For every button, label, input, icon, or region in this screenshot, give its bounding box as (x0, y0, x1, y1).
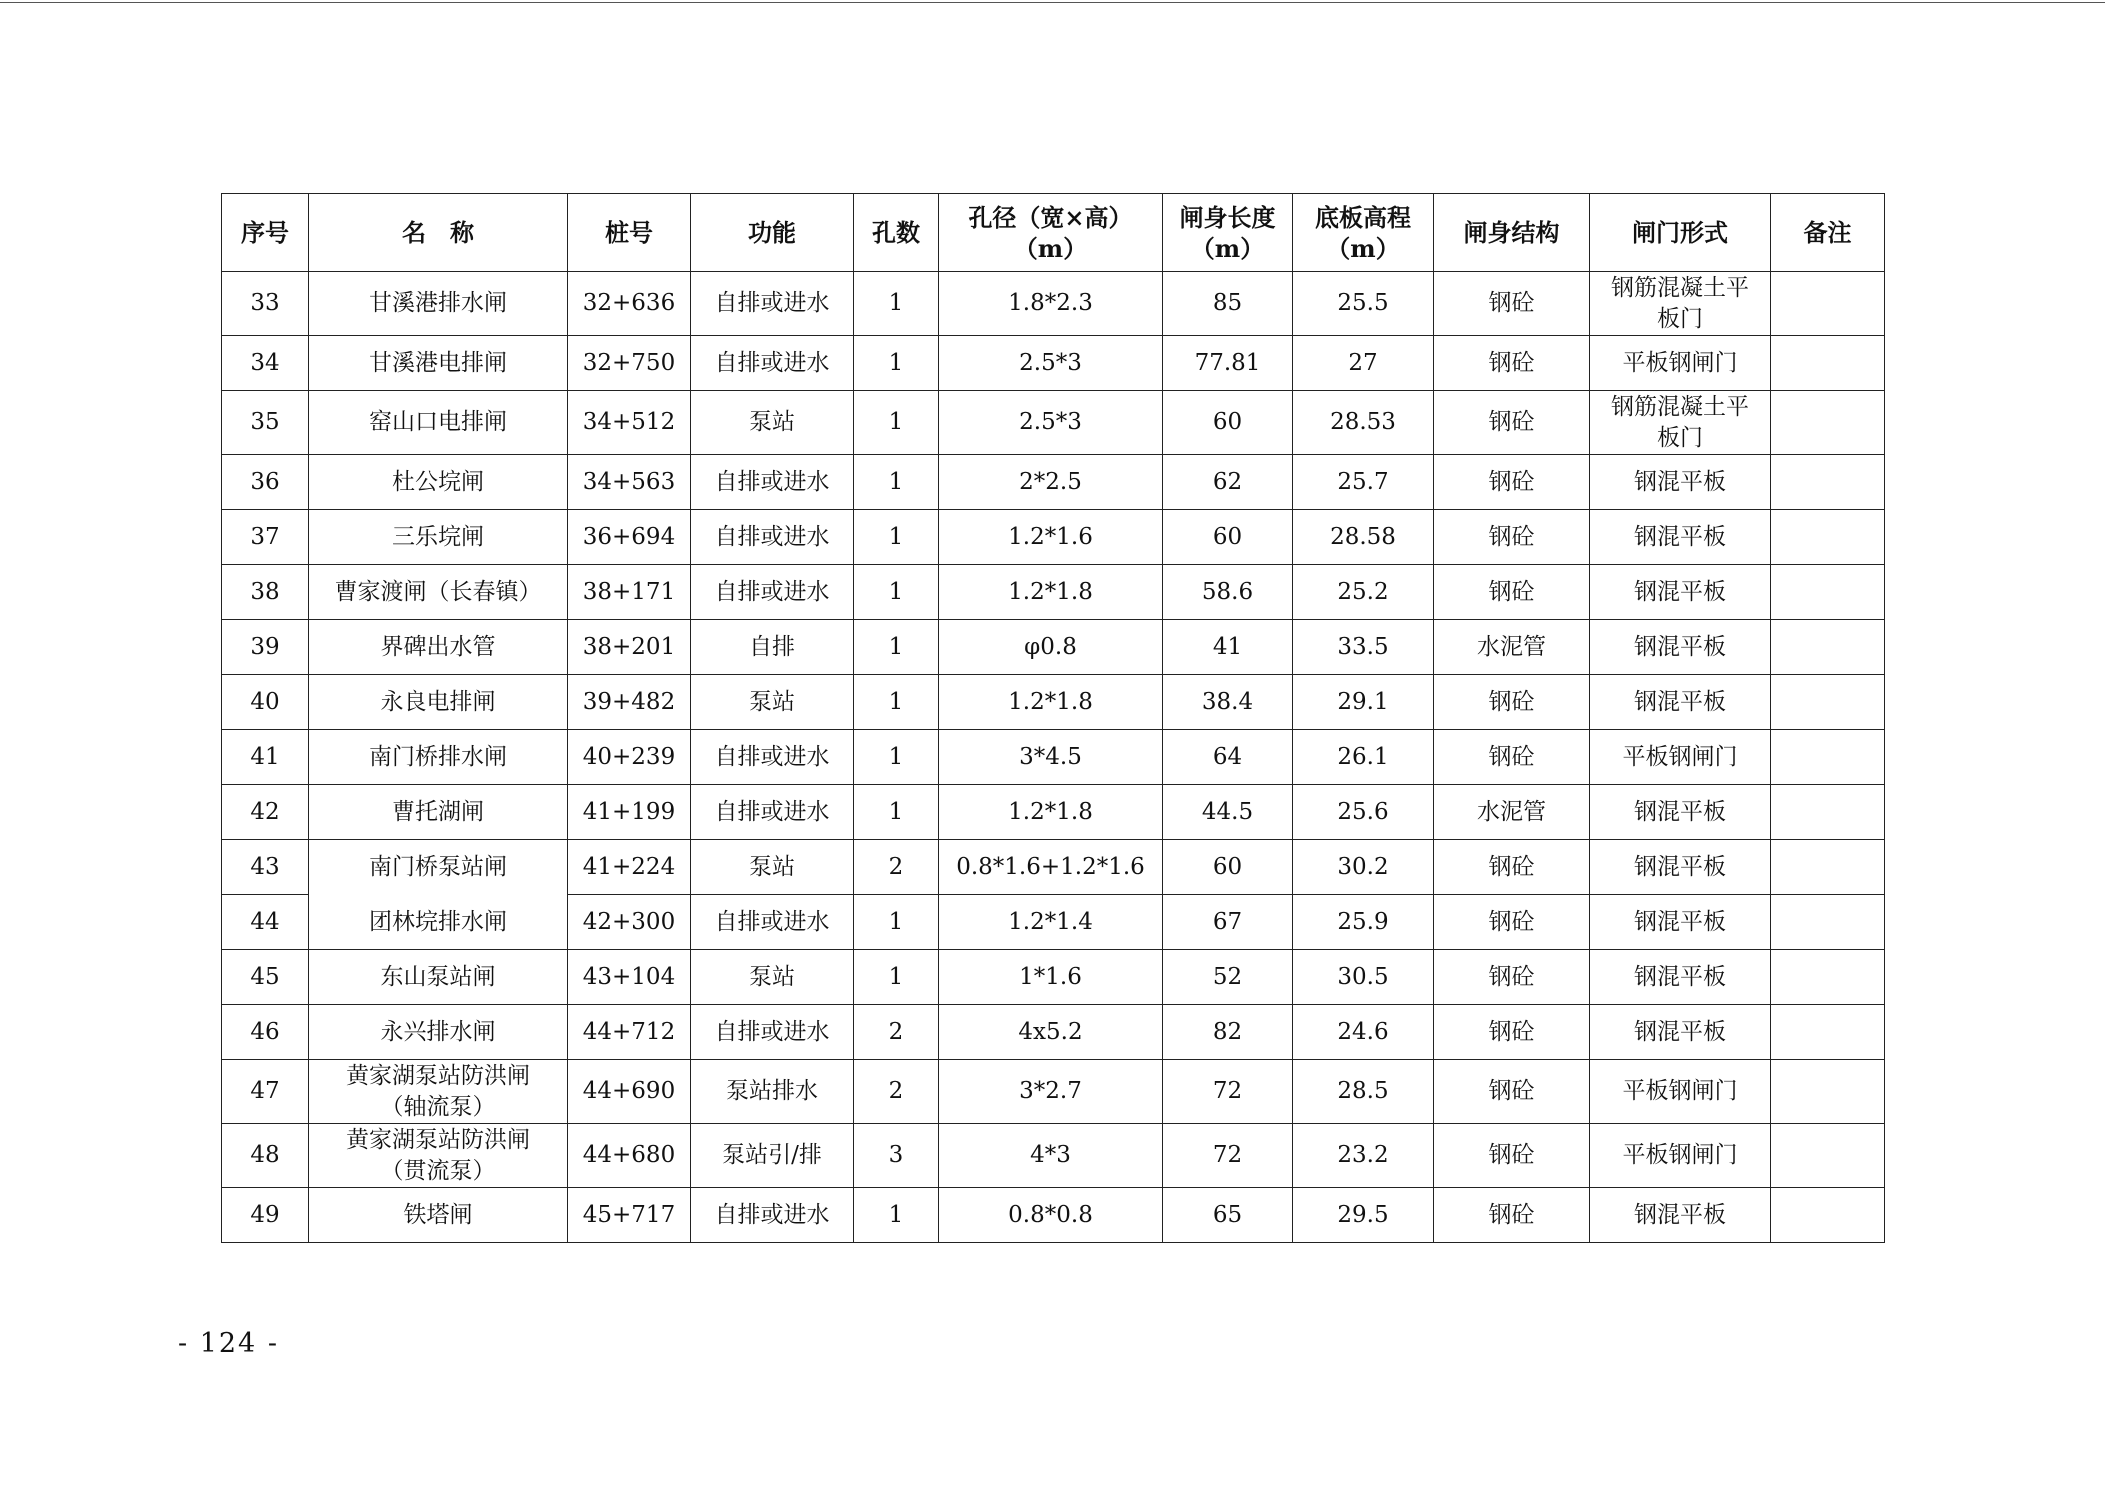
cell-aperture: φ0.8 (939, 620, 1163, 675)
cell-remarks (1771, 1005, 1885, 1060)
header-seq: 序号 (222, 194, 309, 272)
header-function: 功能 (691, 194, 854, 272)
cell-length: 77.81 (1163, 336, 1293, 391)
cell-remarks (1771, 1188, 1885, 1243)
cell-holes: 2 (854, 1060, 939, 1124)
header-structure: 闸身结构 (1434, 194, 1590, 272)
cell-function: 自排或进水 (691, 1188, 854, 1243)
cell-function: 自排或进水 (691, 730, 854, 785)
cell-name: 窑山口电排闸 (309, 391, 568, 455)
cell-aperture: 0.8*1.6+1.2*1.6 (939, 840, 1163, 895)
cell-remarks (1771, 950, 1885, 1005)
cell-seq: 33 (222, 272, 309, 336)
cell-aperture: 1.2*1.6 (939, 510, 1163, 565)
cell-name: 南门桥泵站闸 (309, 840, 568, 895)
cell-gate-type: 钢混平板 (1590, 840, 1771, 895)
cell-holes: 1 (854, 391, 939, 455)
cell-station: 44+680 (568, 1124, 691, 1188)
cell-length: 58.6 (1163, 565, 1293, 620)
cell-function: 自排或进水 (691, 1005, 854, 1060)
cell-gate-type: 钢混平板 (1590, 1188, 1771, 1243)
page-number: - 124 - (178, 1328, 279, 1359)
cell-holes: 1 (854, 950, 939, 1005)
cell-aperture: 4*3 (939, 1124, 1163, 1188)
cell-structure: 钢砼 (1434, 675, 1590, 730)
cell-station: 42+300 (568, 895, 691, 950)
cell-station: 32+636 (568, 272, 691, 336)
table-row (222, 455, 1885, 510)
cell-length: 60 (1163, 391, 1293, 455)
cell-aperture: 2.5*3 (939, 336, 1163, 391)
cell-function: 自排 (691, 620, 854, 675)
cell-remarks (1771, 455, 1885, 510)
cell-station: 32+750 (568, 336, 691, 391)
cell-length: 62 (1163, 455, 1293, 510)
cell-structure: 钢砼 (1434, 391, 1590, 455)
cell-length: 60 (1163, 840, 1293, 895)
header-holes: 孔数 (854, 194, 939, 272)
cell-name: 南门桥排水闸 (309, 730, 568, 785)
cell-seq: 35 (222, 391, 309, 455)
table-row (222, 785, 1885, 840)
table-row (222, 272, 1885, 336)
cell-remarks (1771, 565, 1885, 620)
cell-holes: 1 (854, 272, 939, 336)
cell-length: 82 (1163, 1005, 1293, 1060)
cell-elevation: 30.2 (1293, 840, 1434, 895)
cell-function: 自排或进水 (691, 565, 854, 620)
cell-gate-type: 钢混平板 (1590, 950, 1771, 1005)
cell-name: 铁塔闸 (309, 1188, 568, 1243)
cell-seq: 41 (222, 730, 309, 785)
cell-gate-type: 平板钢闸门 (1590, 730, 1771, 785)
cell-structure: 钢砼 (1434, 895, 1590, 950)
cell-elevation: 25.5 (1293, 272, 1434, 336)
cell-seq: 47 (222, 1060, 309, 1124)
cell-gate-type: 钢混平板 (1590, 455, 1771, 510)
header-name: 名 称 (309, 194, 568, 272)
cell-name: 黄家湖泵站防洪闸（轴流泵） (309, 1060, 568, 1124)
cell-aperture: 4x5.2 (939, 1005, 1163, 1060)
cell-seq: 37 (222, 510, 309, 565)
cell-structure: 水泥管 (1434, 785, 1590, 840)
cell-remarks (1771, 510, 1885, 565)
cell-elevation: 30.5 (1293, 950, 1434, 1005)
cell-gate-type: 钢混平板 (1590, 785, 1771, 840)
cell-elevation: 25.9 (1293, 895, 1434, 950)
cell-remarks (1771, 1060, 1885, 1124)
cell-station: 43+104 (568, 950, 691, 1005)
cell-structure: 钢砼 (1434, 1188, 1590, 1243)
table-body (222, 272, 1885, 1243)
cell-function: 自排或进水 (691, 895, 854, 950)
cell-holes: 1 (854, 620, 939, 675)
cell-length: 65 (1163, 1188, 1293, 1243)
cell-function: 自排或进水 (691, 455, 854, 510)
cell-name: 团林垸排水闸 (309, 895, 568, 950)
cell-holes: 1 (854, 785, 939, 840)
cell-function: 泵站 (691, 950, 854, 1005)
top-rule (0, 2, 2105, 3)
table-row (222, 336, 1885, 391)
cell-holes: 1 (854, 675, 939, 730)
cell-holes: 1 (854, 336, 939, 391)
table-row (222, 1060, 1885, 1124)
cell-structure: 钢砼 (1434, 510, 1590, 565)
header-elevation: 底板高程 （m） (1293, 194, 1434, 272)
cell-station: 36+694 (568, 510, 691, 565)
cell-gate-type: 钢混平板 (1590, 675, 1771, 730)
header-station: 桩号 (568, 194, 691, 272)
cell-gate-type: 钢混平板 (1590, 620, 1771, 675)
cell-seq: 36 (222, 455, 309, 510)
cell-aperture: 1.8*2.3 (939, 272, 1163, 336)
cell-seq: 39 (222, 620, 309, 675)
cell-elevation: 25.6 (1293, 785, 1434, 840)
cell-length: 67 (1163, 895, 1293, 950)
table-row (222, 391, 1885, 455)
cell-length: 41 (1163, 620, 1293, 675)
cell-station: 38+171 (568, 565, 691, 620)
header-aperture: 孔径（宽×高） （m） (939, 194, 1163, 272)
cell-gate-type: 钢混平板 (1590, 895, 1771, 950)
cell-length: 85 (1163, 272, 1293, 336)
cell-aperture: 1.2*1.8 (939, 565, 1163, 620)
cell-remarks (1771, 272, 1885, 336)
cell-seq: 44 (222, 895, 309, 950)
header-length: 闸身长度 （m） (1163, 194, 1293, 272)
cell-remarks (1771, 840, 1885, 895)
sluice-gate-table (221, 193, 1885, 1243)
cell-seq: 42 (222, 785, 309, 840)
cell-aperture: 1*1.6 (939, 950, 1163, 1005)
table-row (222, 1188, 1885, 1243)
cell-station: 44+712 (568, 1005, 691, 1060)
cell-seq: 46 (222, 1005, 309, 1060)
cell-function: 泵站 (691, 391, 854, 455)
cell-function: 自排或进水 (691, 272, 854, 336)
table-row (222, 730, 1885, 785)
cell-seq: 45 (222, 950, 309, 1005)
cell-remarks (1771, 391, 1885, 455)
cell-name: 界碑出水管 (309, 620, 568, 675)
cell-name: 永兴排水闸 (309, 1005, 568, 1060)
cell-length: 60 (1163, 510, 1293, 565)
cell-elevation: 29.5 (1293, 1188, 1434, 1243)
cell-holes: 2 (854, 840, 939, 895)
cell-aperture: 3*4.5 (939, 730, 1163, 785)
cell-elevation: 26.1 (1293, 730, 1434, 785)
cell-holes: 2 (854, 1005, 939, 1060)
cell-structure: 钢砼 (1434, 950, 1590, 1005)
header-gate-type: 闸门形式 (1590, 194, 1771, 272)
cell-structure: 钢砼 (1434, 565, 1590, 620)
table-row (222, 895, 1885, 950)
cell-function: 泵站 (691, 675, 854, 730)
cell-function: 自排或进水 (691, 336, 854, 391)
cell-function: 自排或进水 (691, 785, 854, 840)
cell-length: 44.5 (1163, 785, 1293, 840)
cell-remarks (1771, 1124, 1885, 1188)
cell-structure: 钢砼 (1434, 336, 1590, 391)
cell-elevation: 28.58 (1293, 510, 1434, 565)
cell-holes: 1 (854, 730, 939, 785)
cell-station: 44+690 (568, 1060, 691, 1124)
cell-name: 三乐垸闸 (309, 510, 568, 565)
table-row (222, 620, 1885, 675)
cell-structure: 钢砼 (1434, 730, 1590, 785)
cell-function: 自排或进水 (691, 510, 854, 565)
cell-station: 39+482 (568, 675, 691, 730)
cell-elevation: 23.2 (1293, 1124, 1434, 1188)
cell-function: 泵站 (691, 840, 854, 895)
cell-name: 甘溪港电排闸 (309, 336, 568, 391)
cell-seq: 48 (222, 1124, 309, 1188)
table-row (222, 950, 1885, 1005)
cell-structure: 钢砼 (1434, 455, 1590, 510)
cell-name: 杜公垸闸 (309, 455, 568, 510)
cell-gate-type: 平板钢闸门 (1590, 1124, 1771, 1188)
cell-remarks (1771, 785, 1885, 840)
cell-length: 64 (1163, 730, 1293, 785)
cell-seq: 34 (222, 336, 309, 391)
cell-gate-type: 平板钢闸门 (1590, 1060, 1771, 1124)
cell-holes: 1 (854, 455, 939, 510)
cell-remarks (1771, 730, 1885, 785)
cell-holes: 1 (854, 565, 939, 620)
cell-function: 泵站排水 (691, 1060, 854, 1124)
cell-station: 45+717 (568, 1188, 691, 1243)
cell-name: 甘溪港排水闸 (309, 272, 568, 336)
cell-station: 40+239 (568, 730, 691, 785)
cell-name: 曹家渡闸（长春镇） (309, 565, 568, 620)
cell-aperture: 0.8*0.8 (939, 1188, 1163, 1243)
cell-remarks (1771, 675, 1885, 730)
cell-seq: 38 (222, 565, 309, 620)
table-row (222, 675, 1885, 730)
table-header-row (222, 194, 1885, 272)
cell-elevation: 29.1 (1293, 675, 1434, 730)
cell-name: 黄家湖泵站防洪闸（贯流泵） (309, 1124, 568, 1188)
cell-name: 曹托湖闸 (309, 785, 568, 840)
cell-elevation: 33.5 (1293, 620, 1434, 675)
cell-structure: 钢砼 (1434, 272, 1590, 336)
cell-name: 东山泵站闸 (309, 950, 568, 1005)
cell-gate-type: 钢筋混凝土平板门 (1590, 272, 1771, 336)
cell-remarks (1771, 620, 1885, 675)
table-row (222, 1005, 1885, 1060)
cell-elevation: 24.6 (1293, 1005, 1434, 1060)
cell-gate-type: 钢混平板 (1590, 1005, 1771, 1060)
cell-holes: 1 (854, 895, 939, 950)
cell-station: 34+512 (568, 391, 691, 455)
header-remarks: 备注 (1771, 194, 1885, 272)
cell-remarks (1771, 895, 1885, 950)
table-row (222, 1124, 1885, 1188)
cell-elevation: 28.5 (1293, 1060, 1434, 1124)
cell-gate-type: 钢筋混凝土平板门 (1590, 391, 1771, 455)
cell-seq: 40 (222, 675, 309, 730)
cell-elevation: 28.53 (1293, 391, 1434, 455)
cell-elevation: 27 (1293, 336, 1434, 391)
cell-length: 72 (1163, 1124, 1293, 1188)
cell-station: 41+224 (568, 840, 691, 895)
cell-gate-type: 钢混平板 (1590, 510, 1771, 565)
table-row (222, 840, 1885, 895)
cell-gate-type: 钢混平板 (1590, 565, 1771, 620)
table-row (222, 565, 1885, 620)
cell-length: 72 (1163, 1060, 1293, 1124)
cell-length: 52 (1163, 950, 1293, 1005)
cell-aperture: 1.2*1.4 (939, 895, 1163, 950)
cell-structure: 钢砼 (1434, 1005, 1590, 1060)
cell-remarks (1771, 336, 1885, 391)
cell-length: 38.4 (1163, 675, 1293, 730)
cell-elevation: 25.7 (1293, 455, 1434, 510)
cell-gate-type: 平板钢闸门 (1590, 336, 1771, 391)
cell-aperture: 2.5*3 (939, 391, 1163, 455)
cell-aperture: 3*2.7 (939, 1060, 1163, 1124)
cell-aperture: 1.2*1.8 (939, 785, 1163, 840)
cell-aperture: 2*2.5 (939, 455, 1163, 510)
cell-holes: 3 (854, 1124, 939, 1188)
cell-aperture: 1.2*1.8 (939, 675, 1163, 730)
cell-structure: 水泥管 (1434, 620, 1590, 675)
cell-holes: 1 (854, 1188, 939, 1243)
cell-seq: 43 (222, 840, 309, 895)
cell-structure: 钢砼 (1434, 1124, 1590, 1188)
cell-station: 41+199 (568, 785, 691, 840)
table-row (222, 510, 1885, 565)
cell-function: 泵站引/排 (691, 1124, 854, 1188)
cell-name: 永良电排闸 (309, 675, 568, 730)
cell-holes: 1 (854, 510, 939, 565)
cell-station: 34+563 (568, 455, 691, 510)
cell-station: 38+201 (568, 620, 691, 675)
cell-structure: 钢砼 (1434, 840, 1590, 895)
cell-elevation: 25.2 (1293, 565, 1434, 620)
cell-seq: 49 (222, 1188, 309, 1243)
cell-structure: 钢砼 (1434, 1060, 1590, 1124)
